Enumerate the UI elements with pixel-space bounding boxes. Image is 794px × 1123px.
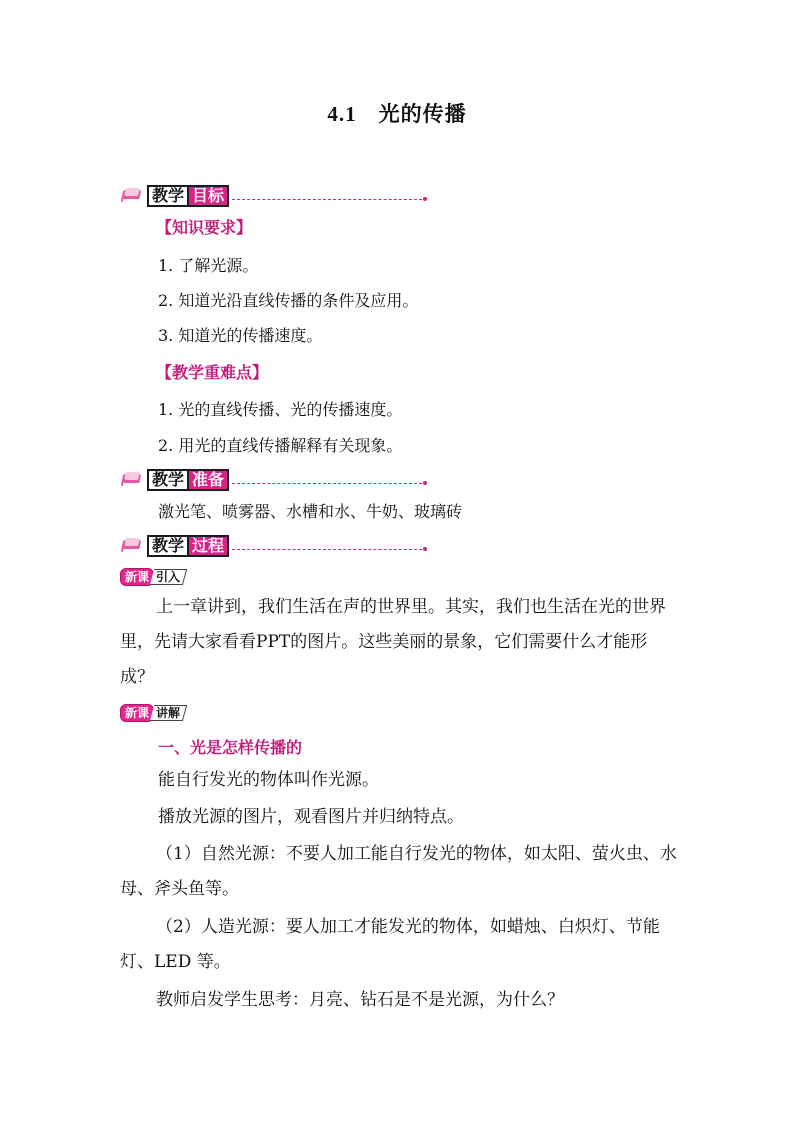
lecture-paragraph: （2）人造光源：要人加工才能发光的物体，如蜡烛、白炽灯、节能灯、LED 等。 [120,917,660,972]
tag-label-b-box [150,705,187,721]
book-icon [120,471,144,489]
tag-label-a: 新课 [120,704,154,722]
key-points-heading: 【教学重难点】 [156,363,269,382]
key-point-item: 2. 用光的直线传播解释有关现象。 [158,436,403,455]
tag-label-b-box [150,569,187,585]
title-number: 4.1 [327,102,357,126]
section-label-a: 教学 [147,469,189,491]
lecture-paragraph: 播放光源的图片，观看图片并归纳特点。 [158,807,464,827]
lecture-paragraph: （1）自然光源：不要人加工能自行发光的物体，如太阳、萤火虫、水母、斧头鱼等。 [120,844,677,899]
section-header-goals [120,184,427,208]
tag-lecture [120,704,185,722]
lecture-paragraph: 能自行发光的物体叫作光源。 [158,770,379,790]
divider-dot [423,481,427,485]
section-header-prep [120,468,427,492]
divider-dot [423,197,427,201]
key-point-item: 1. 光的直线传播、光的传播速度。 [158,400,403,419]
section-divider [232,549,422,550]
section-divider [232,199,422,200]
title-text: 光的传播 [378,101,467,126]
intro-paragraph: 上一章讲到，我们生活在声的世界里。其实，我们也生活在光的世界里，先请大家看看PPT的图片。这些美丽的景象，它们需要什么才能形成？ [120,597,666,687]
knowledge-item: 3. 知道光的传播速度。 [158,326,323,345]
prep-materials: 激光笔、喷雾器、水槽和水、牛奶、玻璃砖 [158,502,463,521]
page-title [0,98,794,128]
section-label-a: 教学 [147,535,189,557]
book-icon [120,537,144,555]
section-divider [232,483,422,484]
section-label-b: 目标 [189,185,229,207]
tag-label-a: 新课 [120,568,154,586]
section-label-a: 教学 [147,185,189,207]
section-label-b: 准备 [189,469,229,491]
lecture-paragraph: 教师启发学生思考：月亮、钻石是不是光源，为什么？ [156,990,564,1010]
section-header-process [120,534,427,558]
divider-dot [423,547,427,551]
section-label-b: 过程 [189,535,229,557]
tag-intro [120,568,185,586]
knowledge-item: 1. 了解光源。 [158,256,259,275]
tag-label-b: 引入 [156,570,181,584]
tag-label-b: 讲解 [156,706,181,720]
knowledge-heading: 【知识要求】 [156,218,253,237]
book-icon [120,187,144,205]
lecture-heading: 一、光是怎样传播的 [158,738,303,757]
knowledge-item: 2. 知道光沿直线传播的条件及应用。 [158,291,419,310]
